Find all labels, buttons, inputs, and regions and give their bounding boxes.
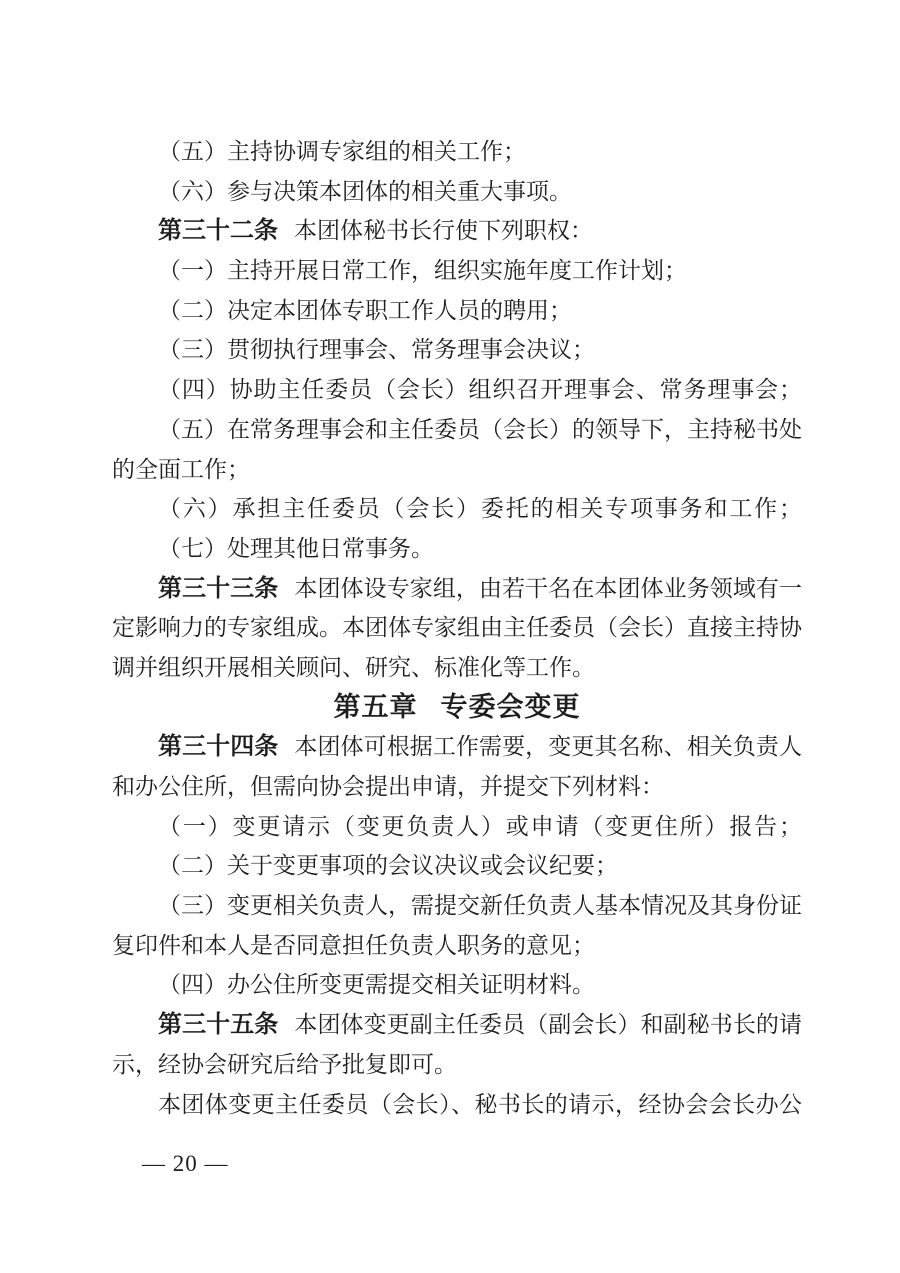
article-number: 第三十五条 — [158, 1012, 279, 1039]
text-line — [112, 251, 802, 291]
line-text: 本团体变更副主任委员（副会长）和副秘书长的请 — [294, 1012, 803, 1038]
article-line — [112, 569, 802, 609]
line-text: 示，经协会研究后给予批复即可。 — [112, 1051, 457, 1077]
line-text: （一）变更请示（变更负责人）或申请（变更住所）报告； — [158, 813, 802, 839]
text-line — [112, 370, 802, 410]
line-text: （四）协助主任委员（会长）组织召开理事会、常务理事会； — [158, 377, 802, 403]
article-line — [112, 727, 802, 767]
text-line — [112, 965, 802, 1005]
document-body — [112, 132, 802, 1124]
text-line — [112, 450, 802, 490]
line-text: （二）关于变更事项的会议决议或会议纪要； — [158, 853, 618, 879]
page-number: — 20 — — [142, 1151, 229, 1176]
line-text: （三）变更相关负责人，需提交新任负责人基本情况及其身份证 — [158, 893, 802, 919]
text-line — [112, 807, 802, 847]
text-line — [112, 886, 802, 926]
chapter-title: 专委会变更 — [440, 691, 581, 722]
line-text: 和办公住所，但需向协会提出申请，并提交下列材料： — [112, 774, 664, 799]
chapter-heading — [112, 688, 802, 728]
line-text: 调并组织开展相关顾问、研究、标准化等工作。 — [112, 654, 595, 680]
text-line — [112, 132, 802, 172]
text-line — [112, 529, 802, 569]
line-text: 的全面工作； — [112, 456, 250, 482]
chapter-number: 第五章 — [333, 691, 418, 722]
line-text: 定影响力的专家组成。本团体专家组由主任委员（会长）直接主持协 — [112, 615, 802, 641]
line-text: （七）处理其他日常事务。 — [158, 535, 434, 561]
text-line — [112, 608, 802, 648]
line-text: （一）主持开展日常工作，组织实施年度工作计划； — [158, 258, 687, 284]
article-number: 第三十三条 — [158, 575, 279, 602]
line-text: 本团体设专家组，由若干名在本团体业务领域有一 — [294, 575, 803, 601]
line-text: （六）承担主任委员（会长）委托的相关专项事务和工作； — [158, 496, 802, 522]
text-line — [112, 1085, 802, 1125]
text-line — [112, 410, 802, 450]
article-number: 第三十二条 — [158, 218, 278, 245]
line-text: 本团体变更主任委员（会长）、秘书长的请示，经协会会长办公 — [158, 1091, 802, 1117]
line-text: （四）办公住所变更需提交相关证明材料。 — [158, 972, 595, 998]
line-text: 本团体可根据工作需要，变更其名称、相关负责人 — [294, 734, 803, 760]
text-line — [112, 767, 802, 807]
line-text: 本团体秘书长行使下列职权： — [294, 218, 593, 244]
article-line — [112, 211, 802, 251]
line-text: （五）主持协调专家组的相关工作； — [158, 139, 526, 164]
text-line — [112, 291, 802, 331]
text-line — [112, 330, 802, 370]
text-line — [112, 926, 802, 966]
article-number: 第三十四条 — [158, 734, 279, 761]
text-line — [112, 846, 802, 886]
line-text: （六）参与决策本团体的相关重大事项。 — [158, 178, 572, 204]
text-line — [112, 648, 802, 688]
line-text: （五）在常务理事会和主任委员（会长）的领导下，主持秘书处 — [158, 416, 802, 442]
line-text: （二）决定本团体专职工作人员的聘用； — [158, 297, 572, 323]
text-line — [112, 1045, 802, 1085]
line-text: （三）贯彻执行理事会、常务理事会决议； — [158, 337, 595, 363]
text-line — [112, 489, 802, 529]
line-text: 复印件和本人是否同意担任负责人职务的意见； — [112, 932, 595, 958]
article-line — [112, 1005, 802, 1045]
text-line — [112, 172, 802, 212]
